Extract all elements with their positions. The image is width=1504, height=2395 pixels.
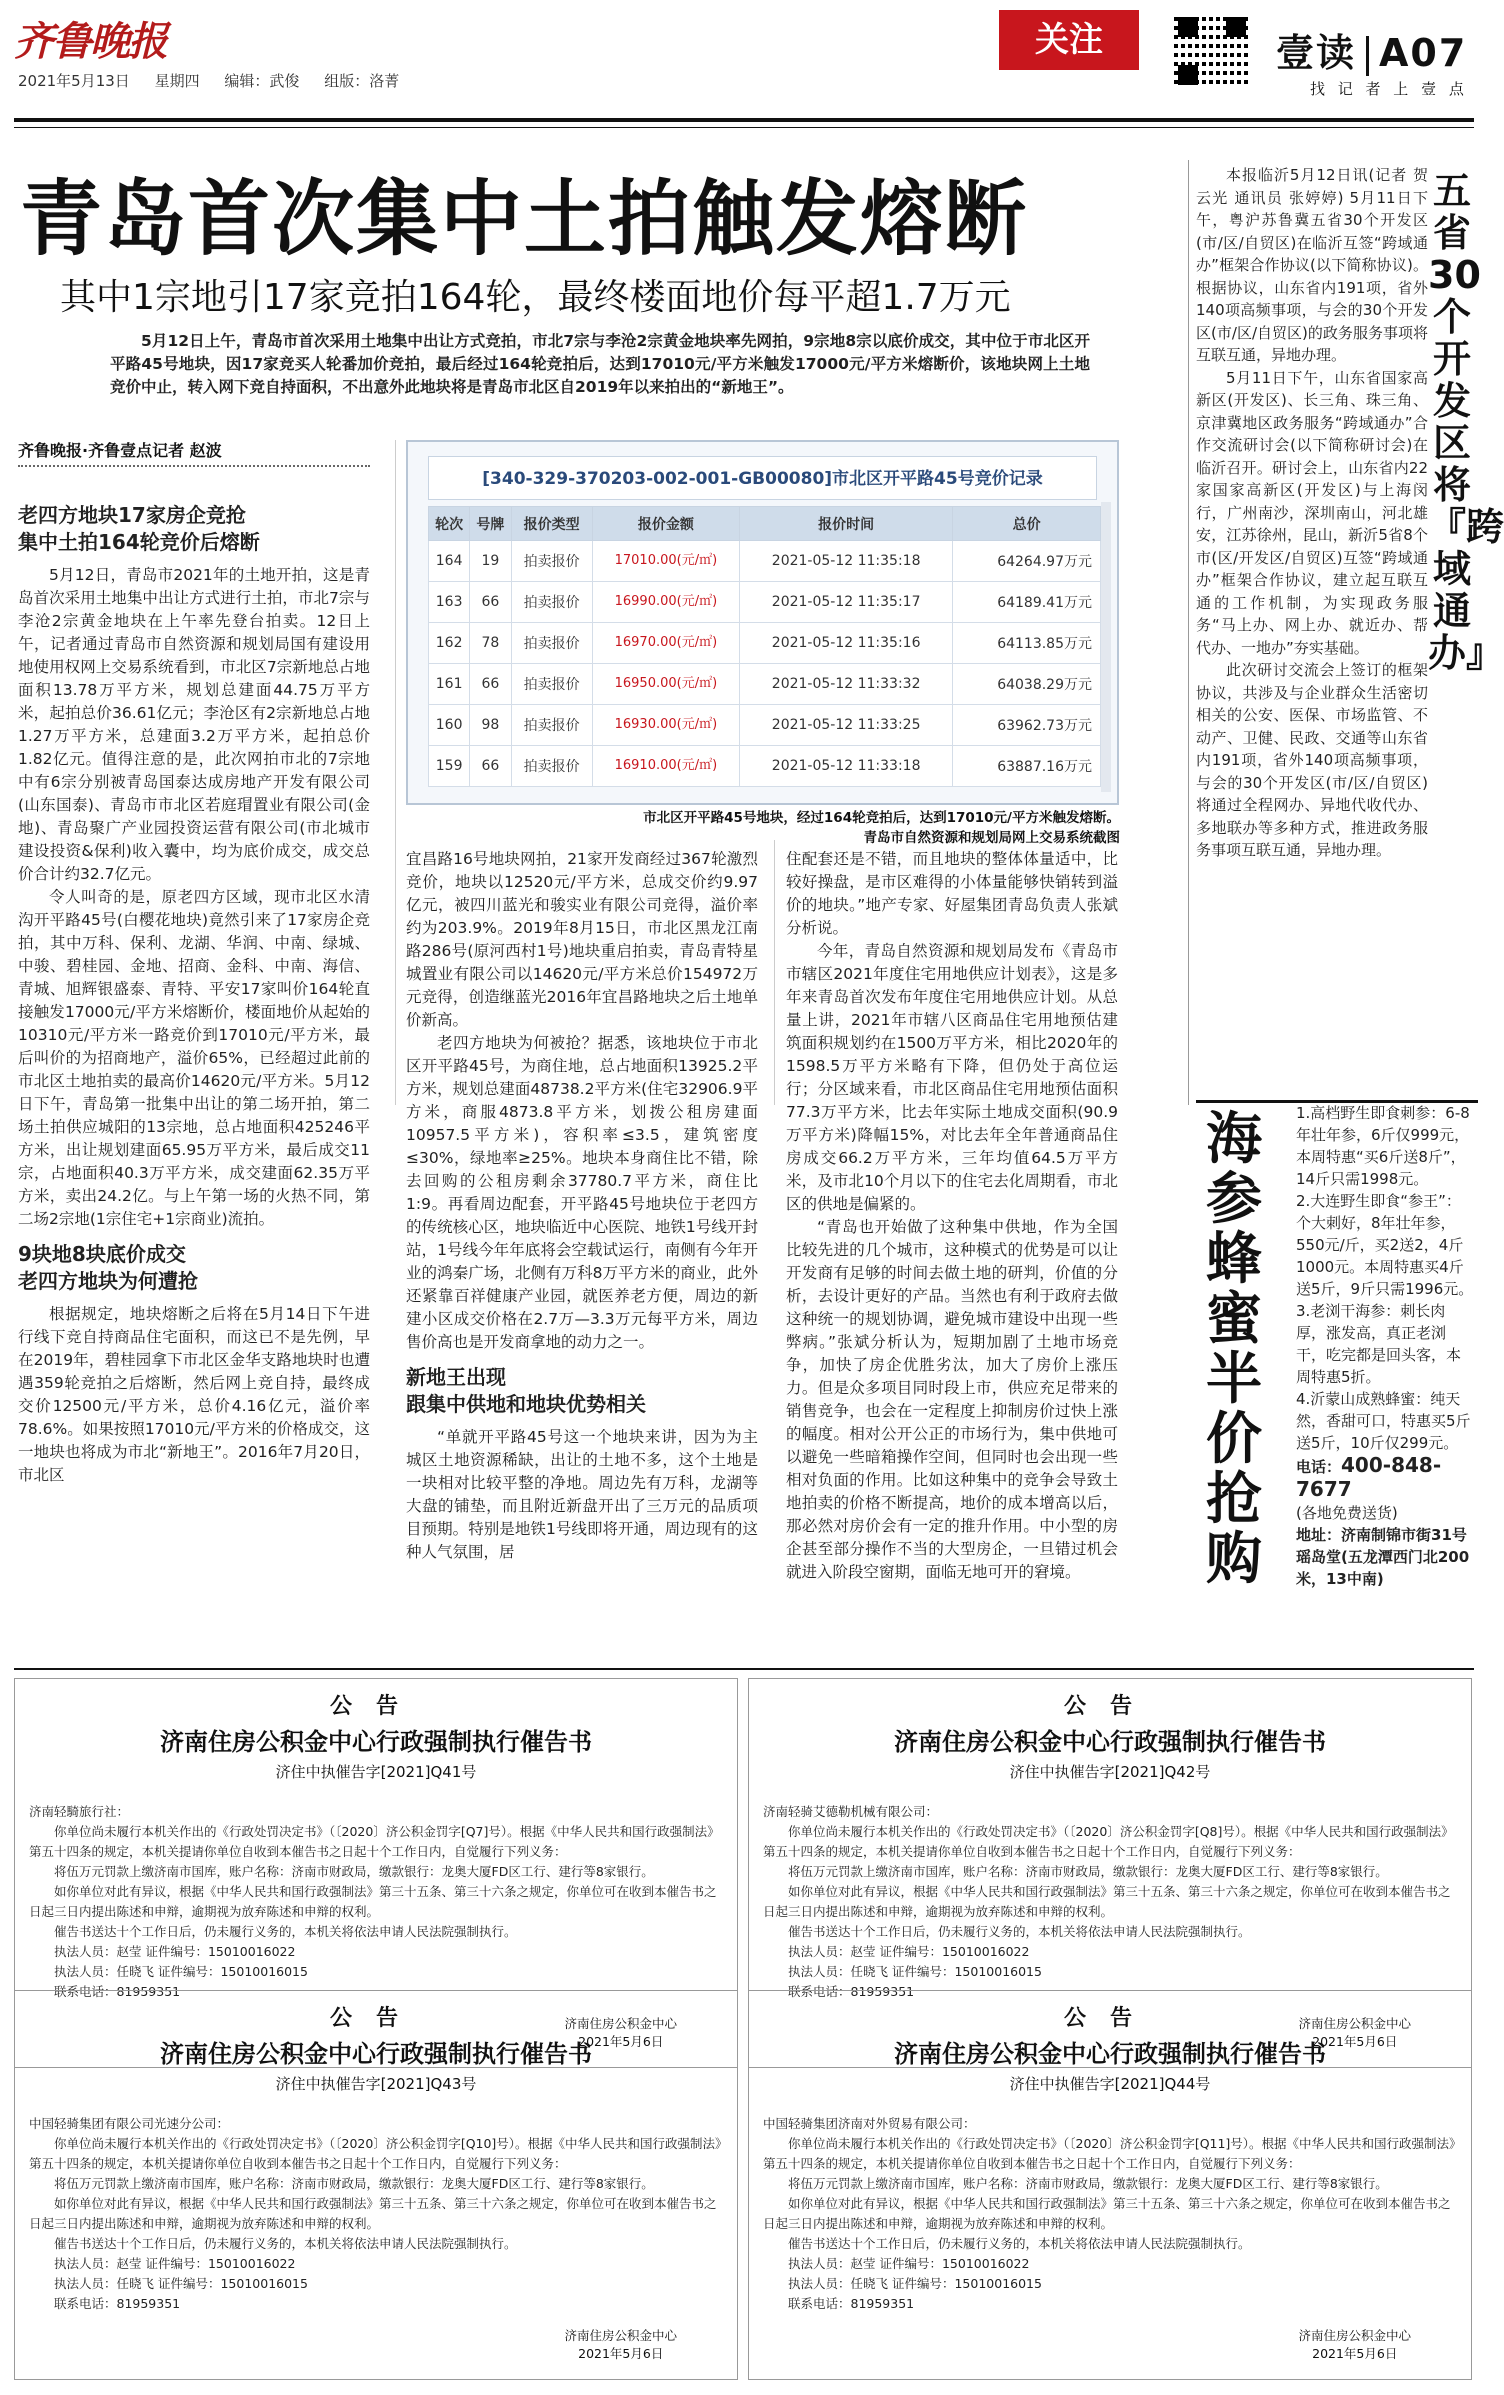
notice-officer: 执法人员：任晓飞 证件编号：15010016015: [54, 2276, 308, 2291]
notice-phone: 联系电话：81959351: [788, 2296, 915, 2311]
column-divider: [395, 440, 396, 1105]
auction-record-screenshot: [406, 440, 1119, 805]
side-article: [1196, 164, 1428, 862]
total-cell: 64038.29万元: [953, 664, 1101, 705]
article-column-2: [406, 848, 758, 1564]
weekday: 星期四: [154, 72, 200, 90]
bidder-cell: 66: [470, 746, 511, 787]
type-cell: 拍卖报价: [511, 582, 592, 623]
notice-officer: 执法人员：任晓飞 证件编号：15010016015: [54, 1964, 308, 1979]
notice-heading: 公告: [329, 1694, 422, 1719]
qr-code-icon[interactable]: [1174, 13, 1250, 89]
time-cell: 2021-05-12 11:35:16: [740, 623, 953, 664]
notice-heading: 公告: [1063, 2006, 1156, 2031]
notice-paragraph: 催告书送达十个工作日后，仍未履行义务的，本机关将依法申请人民法院强制执行。: [788, 1924, 1251, 1939]
article-column-3: [786, 848, 1118, 1584]
paragraph: 本报临沂5月12日讯(记者 贺云光 通讯员 张婷婷) 5月11日下午，粤沪苏鲁冀五省30个开发区(市/区/自贸区)在临沂互签“跨域通办”框架合作协议(以下简称协议)。根据协议，山东省内191项，省外140项高频事项，与会的30个开发区(市/区/自贸区)的政务服务事项将互联互通，异地办理。: [1196, 166, 1428, 364]
notice-paragraph: 催告书送达十个工作日后，仍未履行义务的，本机关将依法申请人民法院强制执行。: [788, 2236, 1251, 2251]
table-row: [429, 541, 1101, 582]
notice-paragraph: 你单位尚未履行本机关作出的《行政处罚决定书》（〔2020〕济公积金罚字[Q10]号）。根据《中华人民共和国行政强制法》第五十四条的规定，本机关提请你单位自收到本催告书之日起十个工作日内，自觉履行下列义务：: [29, 2136, 722, 2171]
notice-issuer: 济南住房公积金中心: [564, 2328, 677, 2343]
notice-date: 2021年5月6日: [1312, 2034, 1398, 2049]
ad-item: 4.沂蒙山成熟蜂蜜：纯天然，香甜可口，特惠买5斤送5斤，10斤仅299元。: [1296, 1390, 1471, 1452]
ad-item: 3.老浏干海参：刺长肉厚，涨发高，真正老浏干，吃完都是回头客，本周特惠5折。: [1296, 1302, 1462, 1386]
section-name: 壹读: [1276, 31, 1357, 75]
notice-section-rule: [14, 1668, 1474, 1670]
subheading-line: 跟集中供地和地块优势相关: [406, 1392, 646, 1416]
column-header: 报价金额: [592, 507, 739, 541]
notice-recipient: 中国轻骑集团济南对外贸易有限公司：: [763, 2116, 976, 2131]
notice-phone: 联系电话：81959351: [54, 1984, 181, 1999]
lead-paragraph: [110, 330, 1090, 399]
follow-button[interactable]: 关注: [999, 10, 1139, 70]
phone-label: 电话：: [1296, 1458, 1342, 1476]
price-cell: 16990.00(元/㎡): [592, 582, 739, 623]
page-title: 青岛首次集中土拍触发熔断: [20, 172, 1029, 267]
round-cell: 159: [429, 746, 470, 787]
column-header: 轮次: [429, 507, 470, 541]
notice-title: 济南住房公积金中心行政强制执行催告书: [160, 1728, 592, 1756]
total-cell: 64189.41万元: [953, 582, 1101, 623]
bidder-cell: 98: [470, 705, 511, 746]
section-divider: [1366, 36, 1369, 76]
bidder-cell: 19: [470, 541, 511, 582]
type-cell: 拍卖报价: [511, 705, 592, 746]
notice-paragraph: 将伍万元罚款上缴济南市国库，账户名称：济南市财政局，缴款银行：龙奥大厦FD区工行、建行等8家银行。: [788, 1864, 1388, 1879]
notice-q43: [14, 1990, 738, 2380]
notice-number: 济住中执催告字[2021]Q42号: [1009, 1763, 1211, 1781]
table-row: [429, 623, 1101, 664]
phone-number[interactable]: 400-848-7677: [1296, 1453, 1442, 1501]
designer: 组版：洛菁: [324, 72, 400, 90]
round-cell: 164: [429, 541, 470, 582]
paragraph: 老四方地块为何被抢？据悉，该地块位于市北区开平路45号，为商住地，总占地面积13925.2平方米，规划总建面48738.2平方米(住宅32906.9平方米，商服4873.8平方米，划拨公租房建面10957.5平方米)，容积率≤3.5，建筑密度≤30%，绿地率≥25%。地块本身商住比不错，除去回购的公租房剩余37780.7平方米，商住比1:9。再看周边配套，开平路45号地块位于老四方的传统核心区，地块临近中心医院、地铁1号线开封站，1号线今年年底将会空载试运行，南侧有今年开业的鸿秦广场，北侧有万科8万平方米的商业，此外还紧靠百祥健康产业园，就医养老方便，周边的新建小区成交价格在2.7万—3.3万元每平方米，周边售价高也是开发商拿地的动力之一。: [406, 1034, 758, 1351]
ad-body: [1296, 1102, 1474, 1590]
subheading-line: 新地王出现: [406, 1365, 506, 1389]
ad-item: 2.大连野生即食“参王”：个大刺好，8年壮年参，550元/斤，买2送2，4斤1000元。本周特惠买4斤送5斤，9斤只需1996元。: [1296, 1192, 1474, 1298]
column-header: 号牌: [470, 507, 511, 541]
notice-phone: 联系电话：81959351: [54, 2296, 181, 2311]
round-cell: 162: [429, 623, 470, 664]
notice-officer: 执法人员：赵莹 证件编号：15010016022: [788, 2256, 1030, 2271]
notice-date: 2021年5月6日: [578, 2346, 664, 2361]
notice-q44: [748, 1990, 1472, 2380]
notice-issuer: 济南住房公积金中心: [1298, 2328, 1411, 2343]
notice-issuer: 济南住房公积金中心: [1298, 2016, 1411, 2031]
notice-recipient: 济南轻骑艾德勒机械有限公司：: [763, 1804, 939, 1819]
notice-body: [29, 1802, 723, 2002]
time-cell: 2021-05-12 11:33:32: [740, 664, 953, 705]
newspaper-logo: 齐鲁晚报: [14, 18, 166, 65]
round-cell: 160: [429, 705, 470, 746]
price-cell: 16910.00(元/㎡): [592, 746, 739, 787]
total-cell: 63887.16万元: [953, 746, 1101, 787]
round-cell: 161: [429, 664, 470, 705]
ad-title-line: 海参: [1206, 1107, 1262, 1232]
dateline: [18, 70, 419, 91]
ad-title-line: 蜂蜜半价抢购: [1206, 1227, 1262, 1592]
column-divider: [1188, 160, 1189, 1105]
article-column-1: [18, 502, 370, 1487]
time-cell: 2021-05-12 11:33:18: [740, 746, 953, 787]
ad-phone-line: [1296, 1454, 1474, 1502]
notice-title: 济南住房公积金中心行政强制执行催告书: [894, 2040, 1326, 2068]
notice-paragraph: 如你单位对此有异议，根据《中华人民共和国行政强制法》第三十五条、第三十六条之规定，你单位可在收到本催告书之日起三日内提出陈述和申辩，逾期视为放弃陈述和申辩的权利。: [29, 2196, 717, 2231]
column-header: 报价类型: [511, 507, 592, 541]
notice-heading: 公告: [329, 2006, 422, 2031]
notice-paragraph: 将伍万元罚款上缴济南市国库，账户名称：济南市财政局，缴款银行：龙奥大厦FD区工行、建行等8家银行。: [54, 2176, 654, 2191]
notice-paragraph: 如你单位对此有异议，根据《中华人民共和国行政强制法》第三十五条、第三十六条之规定，你单位可在收到本催告书之日起三日内提出陈述和申辩，逾期视为放弃陈述和申辩的权利。: [763, 2196, 1451, 2231]
subheading: [406, 1364, 758, 1418]
notice-paragraph: 如你单位对此有异议，根据《中华人民共和国行政强制法》第三十五条、第三十六条之规定，你单位可在收到本催告书之日起三日内提出陈述和申辩，逾期视为放弃陈述和申辩的权利。: [29, 1884, 717, 1919]
notice-body: [763, 1802, 1457, 2002]
table-row: [429, 582, 1101, 623]
notice-heading: 公告: [1063, 1694, 1156, 1719]
notice-recipient: 中国轻骑集团有限公司光速分公司：: [29, 2116, 230, 2131]
notice-officer: 执法人员：任晓飞 证件编号：15010016015: [788, 2276, 1042, 2291]
total-cell: 64264.97万元: [953, 541, 1101, 582]
notice-paragraph: 催告书送达十个工作日后，仍未履行义务的，本机关将依法申请人民法院强制执行。: [54, 2236, 517, 2251]
total-cell: 63962.73万元: [953, 705, 1101, 746]
price-cell: 16950.00(元/㎡): [592, 664, 739, 705]
notice-paragraph: 你单位尚未履行本机关作出的《行政处罚决定书》（〔2020〕济公积金罚字[Q8]号）。根据《中华人民共和国行政强制法》第五十四条的规定，本机关提请你单位自收到本催告书之日起十个工作日内，自觉履行下列义务：: [763, 1824, 1454, 1859]
table-row: [429, 664, 1101, 705]
table-header-row: [429, 507, 1101, 541]
side-article-title: 五省30个开发区将『跨域通办』: [1428, 169, 1504, 675]
notice-number: 济住中执催告字[2021]Q44号: [1009, 2075, 1211, 2093]
time-cell: 2021-05-12 11:33:25: [740, 705, 953, 746]
type-cell: 拍卖报价: [511, 623, 592, 664]
subheading-line: 老四方地块17家房企竞抢: [18, 503, 246, 527]
auction-table-title: [340-329-370203-002-001-GB00080]市北区开平路45号竞价记录: [428, 456, 1097, 500]
paragraph: 令人叫奇的是，原老四方区域，现市北区水清沟开平路45号(白樱花地块)竟然引来了17家房企竞拍，其中万科、保利、龙湖、华润、中南、绿城、中骏、碧桂园、金地、招商、金科、中南、海信、青城、旭辉银盛泰、青特、平安17家叫价164轮直接触发17000元/平方米熔断价，楼面地价从起始的10310元/平方米一路竞价到17010元/平方米，最后叫价的为招商地产，溢价65%，已经超过此前的市北区土地拍卖的最高价14620元/平方米。5月12日下午，青岛第一批集中出让的第二场开拍，第二场土拍供应城阳的13宗地，总占地面积425246平方米，出让规划建面65.95万平方米，最后成交11宗，占地面积40.3万平方米，成交建面62.35万平方米，卖出24.2亿。与上午第一场的火热不同，第二场2宗地(1宗住宅+1宗商业)流拍。: [18, 888, 370, 1228]
notice-title: 济南住房公积金中心行政强制执行催告书: [894, 1728, 1326, 1756]
notice-date: 2021年5月6日: [578, 2034, 664, 2049]
contact-line: 找 记 者 上 壹 点: [1310, 80, 1468, 98]
notice-title: 济南住房公积金中心行政强制执行催告书: [160, 2040, 592, 2068]
type-cell: 拍卖报价: [511, 664, 592, 705]
issue-date: 2021年5月13日: [18, 72, 130, 90]
paragraph: 根据规定，地块熔断之后将在5月14日下午进行线下竞自持商品住宅面积，而这已不是先例，早在2019年，碧桂园拿下市北区金华支路地块时也遭遇359轮竞拍之后熔断，然后网上竞自持，最终成交价12500元/平方米，总价4.16亿元，溢价率78.6%。如果按照17010元/平方米的价格成交，这一地块也将成为市北“新地王”。2016年7月20日，市北区: [18, 1305, 370, 1484]
subheading-line: 老四方地块为何遭抢: [18, 1269, 198, 1293]
notice-officer: 执法人员：任晓飞 证件编号：15010016015: [788, 1964, 1042, 1979]
type-cell: 拍卖报价: [511, 746, 592, 787]
notice-paragraph: 你单位尚未履行本机关作出的《行政处罚决定书》（〔2020〕济公积金罚字[Q11]号）。根据《中华人民共和国行政强制法》第五十四条的规定，本机关提请你单位自收到本催告书之日起十个工作日内，自觉履行下列义务：: [763, 2136, 1456, 2171]
auction-table: [428, 506, 1101, 787]
paragraph: 今年，青岛自然资源和规划局发布《青岛市市辖区2021年度住宅用地供应计划表》，这是多年来青岛首次发布年度住宅用地供应计划。从总量上讲，2021年市辖八区商品住宅用地预估建筑面积规划约在1500万平方米，相比2020年的1598.5万平方米略有下降，但仍处于高位运行；分区域来看，市北区商品住宅用地预估面积77.3万平方米，比去年实际土地成交面积(90.9万平方米)降幅15%，对比去年全年普通商品住房成交66.2万平方米，三年均值64.5万平方米，及市北10个月以下的住宅去化周期看，市北区的供地是偏紧的。: [786, 942, 1118, 1213]
notice-recipient: 济南轻騎旅行社：: [29, 1804, 130, 1819]
notice-body: [29, 2114, 723, 2314]
price-cell: 16970.00(元/㎡): [592, 623, 739, 664]
notice-signature: [1298, 2327, 1411, 2363]
subheading: [18, 502, 370, 556]
caption-line: 市北区开平路45号地块，经过164轮竞拍后，达到17010元/平方米触发熔断。: [643, 810, 1120, 826]
subheading-line: 集中土拍164轮竞价后熔断: [18, 530, 260, 554]
masthead: [14, 8, 1474, 128]
subheading: [18, 1241, 370, 1295]
table-row: [429, 746, 1101, 787]
ad-note: (各地免费送货): [1296, 1504, 1398, 1522]
notice-officer: 执法人员：赵莹 证件编号：15010016022: [788, 1944, 1030, 1959]
notice-number: 济住中执催告字[2021]Q41号: [275, 1763, 477, 1781]
photo-caption: [630, 808, 1120, 848]
notice-date: 2021年5月6日: [1312, 2346, 1398, 2361]
page-number: A07: [1379, 31, 1468, 75]
bidder-cell: 66: [470, 664, 511, 705]
ad-title: [1206, 1107, 1296, 1592]
paragraph: 此次研讨交流会上签订的框架协议，共涉及与企业群众生活密切相关的公安、医保、市场监管、不动产、卫健、民政、交通等山东省内191项，省外140项高频事项，与会的30个开发区(市/区/自贸区)将通过全程网办、异地代收代办、多地联办等多种方式，推进政务服务事项互联互通，异地办理。: [1196, 661, 1428, 859]
page-subtitle: 其中1宗地引17家竞拍164轮，最终楼面地价每平超1.7万元: [60, 277, 1011, 318]
section-label: [1276, 22, 1467, 77]
subheading-line: 9块地8块底价成交: [18, 1242, 186, 1266]
notice-paragraph: 将伍万元罚款上缴济南市国库，账户名称：济南市财政局，缴款银行：龙奥大厦FD区工行、建行等8家银行。: [54, 1864, 654, 1879]
notice-paragraph: 如你单位对此有异议，根据《中华人民共和国行政强制法》第三十五条、第三十六条之规定，你单位可在收到本催告书之日起三日内提出陈述和申辩，逾期视为放弃陈述和申辩的权利。: [763, 1884, 1451, 1919]
time-cell: 2021-05-12 11:35:17: [740, 582, 953, 623]
notice-number: 济住中执催告字[2021]Q43号: [275, 2075, 477, 2093]
scrollbar[interactable]: [1101, 502, 1111, 792]
column-divider: [774, 840, 775, 1105]
paragraph: 住配套还是不错，而且地块的整体体量适中，比较好操盘，是市区难得的小体量能够快销转到溢价的地块。”地产专家、好屋集团青岛负责人张斌分析说。: [786, 850, 1118, 937]
notice-officer: 执法人员：赵莹 证件编号：15010016022: [54, 2256, 296, 2271]
caption-credit: 青岛市自然资源和规划局网上交易系统截图: [863, 830, 1120, 846]
column-header: 总价: [953, 507, 1101, 541]
paragraph: “单就开平路45号这一个地块来讲，因为为主城区土地资源稀缺，出让的土地不多，这个土地是一块相对比较平整的净地。周边先有万科，龙湖等大盘的铺垫，而且附近新盘开出了三万元的品质项目预期。特别是地铁1号线即将开通，周边现有的这种人气氛围，居: [406, 1428, 758, 1561]
price-cell: 16930.00(元/㎡): [592, 705, 739, 746]
notice-phone: 联系电话：81959351: [788, 1984, 915, 1999]
column-header: 报价时间: [740, 507, 953, 541]
byline: 齐鲁晚报·齐鲁壹点记者 赵波: [18, 438, 370, 467]
type-cell: 拍卖报价: [511, 541, 592, 582]
ad-item: 1.高档野生即食刺参：6-8年壮年参，6斤仅999元，本周特惠“买6斤送8斤”，14斤只需1998元。: [1296, 1104, 1470, 1188]
notice-signature: [564, 2327, 677, 2363]
bidder-cell: 66: [470, 582, 511, 623]
notice-officer: 执法人员：赵莹 证件编号：15010016022: [54, 1944, 296, 1959]
time-cell: 2021-05-12 11:35:18: [740, 541, 953, 582]
paragraph: “青岛也开始做了这种集中供地，作为全国比较先进的几个城市，这种模式的优势是可以让开发商有足够的时间去做土地的研判，价值的分析，去设计更好的产品。当然也有利于政府去做这种统一的规划协调，避免城市建设中出现一些弊病。”张斌分析认为，短期加剧了土地市场竞争，加快了房企优胜劣汰，加大了房价上涨压力。但是众多项目同时段上市，供应充足带来的销售竞争，也会在一定程度上抑制房价过快上涨的幅度。相对公开公正的市场行为，集中供地可以避免一些暗箱操作空间，但同时也会出现一些相对负面的作用。比如这种集中的竞争会导致土地拍卖的价格不断提高，地价的成本增高以后，那必然对房价会有一定的推升作用。中小型的房企甚至部分操作不当的大型房企，一旦错过机会就进入阶段空窗期，面临无地可开的窘境。: [786, 1218, 1118, 1581]
paragraph: 5月12日，青岛市2021年的土地开拍，这是青岛首次采用土地集中出让方式进行土拍，市北7宗与李沧2宗黄金地块在上午率先登台拍卖。12日上午，记者通过青岛市自然资源和规划局国有建设用地使用权网上交易系统看到，市北区7宗新地总占地面积13.78万平方米，规划总建面44.75万平方米，起拍总价36.61亿元；李沧区有2宗新地总占地1.27万平方米，总建面3.2万平方米，起拍总价1.82亿元。值得注意的是，此次网拍市北的7宗地中有6宗分别被青岛国泰达成房地产开发有限公司(山东国泰)、青岛市市北区若庭瑁置业有限公司(金地)、青岛聚广产业园投资运营有限公司(市北城市建设投资&保利)收入囊中，均为底价成交，成交总价合计约32.7亿元。: [18, 566, 370, 883]
ad-address: 地址：济南制锦市街31号瑶岛堂(五龙潭西门北200米，13中南): [1296, 1526, 1470, 1588]
bidder-cell: 78: [470, 623, 511, 664]
paragraph: 宜昌路16号地块网拍，21家开发商经过367轮激烈竞价，地块以12520元/平方米，总成交价约9.97亿元，被四川蓝光和骏实业有限公司竞得，溢价率约为203.9%。2019年8月15日，市北区黑龙江南路286号(原河西村1号)地块重启拍卖，青岛青特星城置业有限公司以14620元/平方米总价154972万元竞得，创造继蓝光2016年宜昌路地块之后土地单价新高。: [406, 850, 758, 1029]
notice-paragraph: 将伍万元罚款上缴济南市国库，账户名称：济南市财政局，缴款银行：龙奥大厦FD区工行、建行等8家银行。: [788, 2176, 1388, 2191]
table-row: [429, 705, 1101, 746]
notice-paragraph: 你单位尚未履行本机关作出的《行政处罚决定书》（〔2020〕济公积金罚字[Q7]号）。根据《中华人民共和国行政强制法》第五十四条的规定，本机关提请你单位自收到本催告书之日起十个工作日内，自觉履行下列义务：: [29, 1824, 720, 1859]
notice-issuer: 济南住房公积金中心: [564, 2016, 677, 2031]
masthead-rule: [14, 118, 1474, 128]
notice-paragraph: 催告书送达十个工作日后，仍未履行义务的，本机关将依法申请人民法院强制执行。: [54, 1924, 517, 1939]
paragraph: 5月11日下午，山东省国家高新区(开发区)、长三角、珠三角、京津冀地区政务服务“跨域通办”合作交流研讨会(以下简称研讨会)在临沂召开。研讨会上，山东省内22家国家高新区(开发区)与上海闵行，广州南沙，深圳南山，河北雄安，江苏徐州，昆山，新沂5省8个市(区/开发区/自贸区)互签“跨域通办”框架合作协议，建立起互联互通的工作机制，为实现政务服务“马上办、网上办、就近办、帮代办、一地办”夯实基础。: [1196, 368, 1428, 657]
total-cell: 64113.85万元: [953, 623, 1101, 664]
round-cell: 163: [429, 582, 470, 623]
lead-text: 5月12日上午，青岛市首次采用土地集中出让方式竞拍，市北7宗与李沧2宗黄金地块率先网拍，9宗地8宗以底价成交，其中位于市北区开平路45号地块，因17家竞买人轮番加价竞拍，最后经过164轮竞拍后，达到17010元/平方米触发17000元/平方米熔断价，该地块网上土地竞价中止，转入网下竞自持面积，不出意外此地块将是青岛市北区自2019年以来拍出的“新地王”。: [110, 332, 1090, 396]
editor: 编辑：武俊: [224, 72, 300, 90]
price-cell: 17010.00(元/㎡): [592, 541, 739, 582]
notice-body: [763, 2114, 1457, 2314]
